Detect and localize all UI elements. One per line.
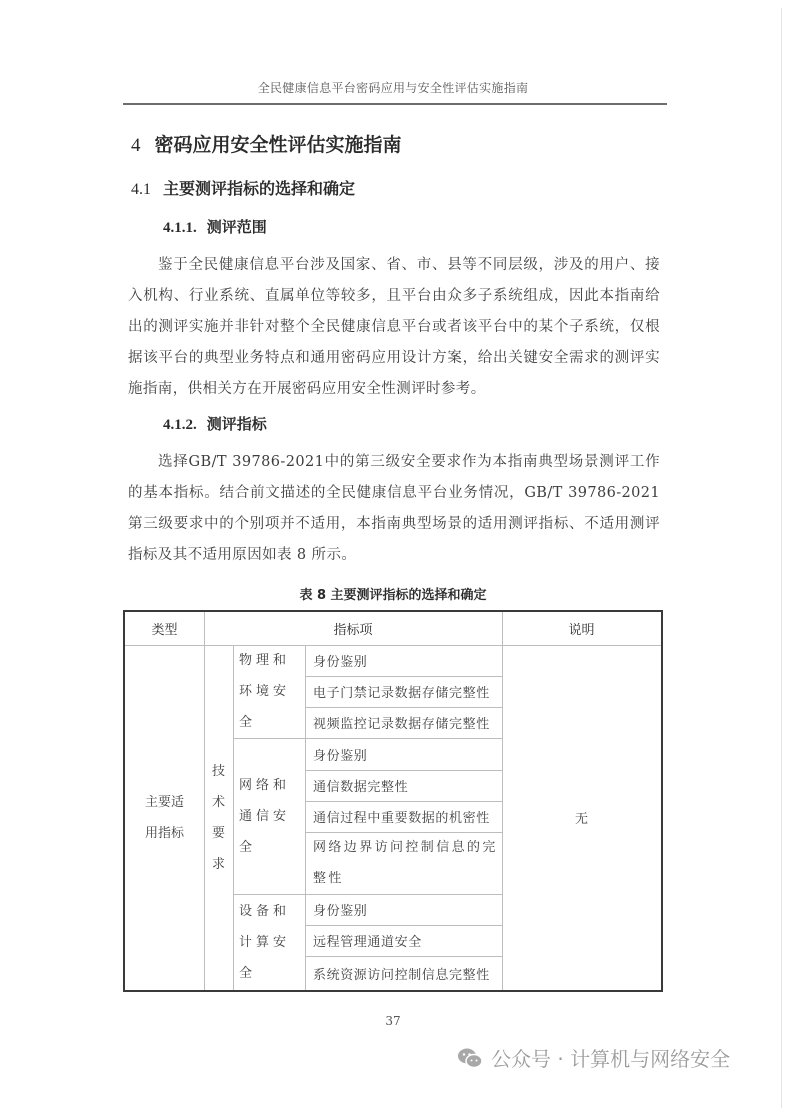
indicator-item: 网络边界访问控制信息的完整性 — [313, 840, 498, 886]
chapter-number: 4 — [131, 135, 141, 156]
type-cell: 主要适用指标 — [144, 794, 184, 841]
running-header: 全民健康信息平台密码应用与安全性评估实施指南 — [257, 81, 529, 95]
table-caption: 表 8 主要测评指标的选择和确定 — [299, 588, 487, 603]
subsection-number: 4.1.2. — [163, 417, 197, 433]
paragraph-scope: 鉴于全民健康信息平台涉及国家、省、市、县等不同层级，涉及的用户、接入机构、行业系统、直属单位等较多，且平台由众多子系统组成，因此本指南给出的测评实施并非针对整个全民健康信息平台或者该平台中的某个子系统，仅根据该平台的典型业务特点和通用密码应用设计方案，给出关键安全需求的测评实施指南，供相关方在开展密码应用安全性测评时参考。 — [128, 257, 660, 397]
indicator-item: 电子门禁记录数据存储完整性 — [313, 686, 490, 701]
header-rule — [123, 103, 667, 105]
indicator-item: 通信数据完整性 — [313, 780, 409, 795]
subsection-title: 测评范围 — [206, 218, 267, 236]
note-cell: 无 — [574, 812, 588, 827]
watermark-text: 公众号 · 计算机与网络安全 — [491, 1047, 731, 1071]
subsection-heading — [163, 216, 267, 237]
header-type: 类型 — [151, 623, 178, 638]
indicator-item: 身份鉴别 — [313, 748, 368, 764]
indicator-item: 系统资源访问控制信息完整性 — [313, 967, 490, 983]
page-number: 37 — [385, 1014, 401, 1028]
indicator-table — [123, 610, 663, 992]
watermark — [457, 1043, 730, 1072]
subsection-number: 4.1.1. — [163, 220, 197, 236]
indicator-item: 通信过程中重要数据的机密性 — [313, 811, 490, 826]
header-note: 说明 — [568, 623, 595, 638]
section-title: 主要测评指标的选择和确定 — [163, 179, 356, 198]
indicator-item: 视频监控记录数据存储完整性 — [313, 717, 490, 732]
paragraph-indicators: 选择GB/T 39786-2021中的第三级安全要求作为本指南典型场景测评工作的基本指标。结合前文描述的全民健康信息平台业务情况，GB/T 39786-2021 第三级要求中的个别项并不适用，本指南典型场景的适用测评指标、不适用测评指标及其不适用原因如表 8 所示。 — [128, 454, 660, 563]
section-heading — [131, 176, 355, 199]
header-indicator: 指标项 — [333, 623, 373, 638]
indicator-item: 身份鉴别 — [313, 655, 368, 670]
group-physical: 物理和环境安全 — [239, 653, 291, 730]
page-edge — [781, 8, 782, 1108]
requirement-cell: 技术要求 — [211, 763, 225, 872]
indicator-item: 身份鉴别 — [313, 904, 368, 919]
chapter-heading — [131, 130, 402, 157]
section-number: 4.1 — [131, 181, 151, 198]
chapter-title: 密码应用安全性评估实施指南 — [154, 134, 402, 156]
subsection-title: 测评指标 — [206, 415, 267, 433]
subsection-heading — [163, 413, 267, 434]
group-network: 网络和通信安全 — [239, 777, 291, 855]
group-device: 设备和计算安全 — [239, 903, 291, 981]
wechat-icon — [457, 1047, 483, 1069]
indicator-item: 远程管理通道安全 — [313, 935, 422, 950]
